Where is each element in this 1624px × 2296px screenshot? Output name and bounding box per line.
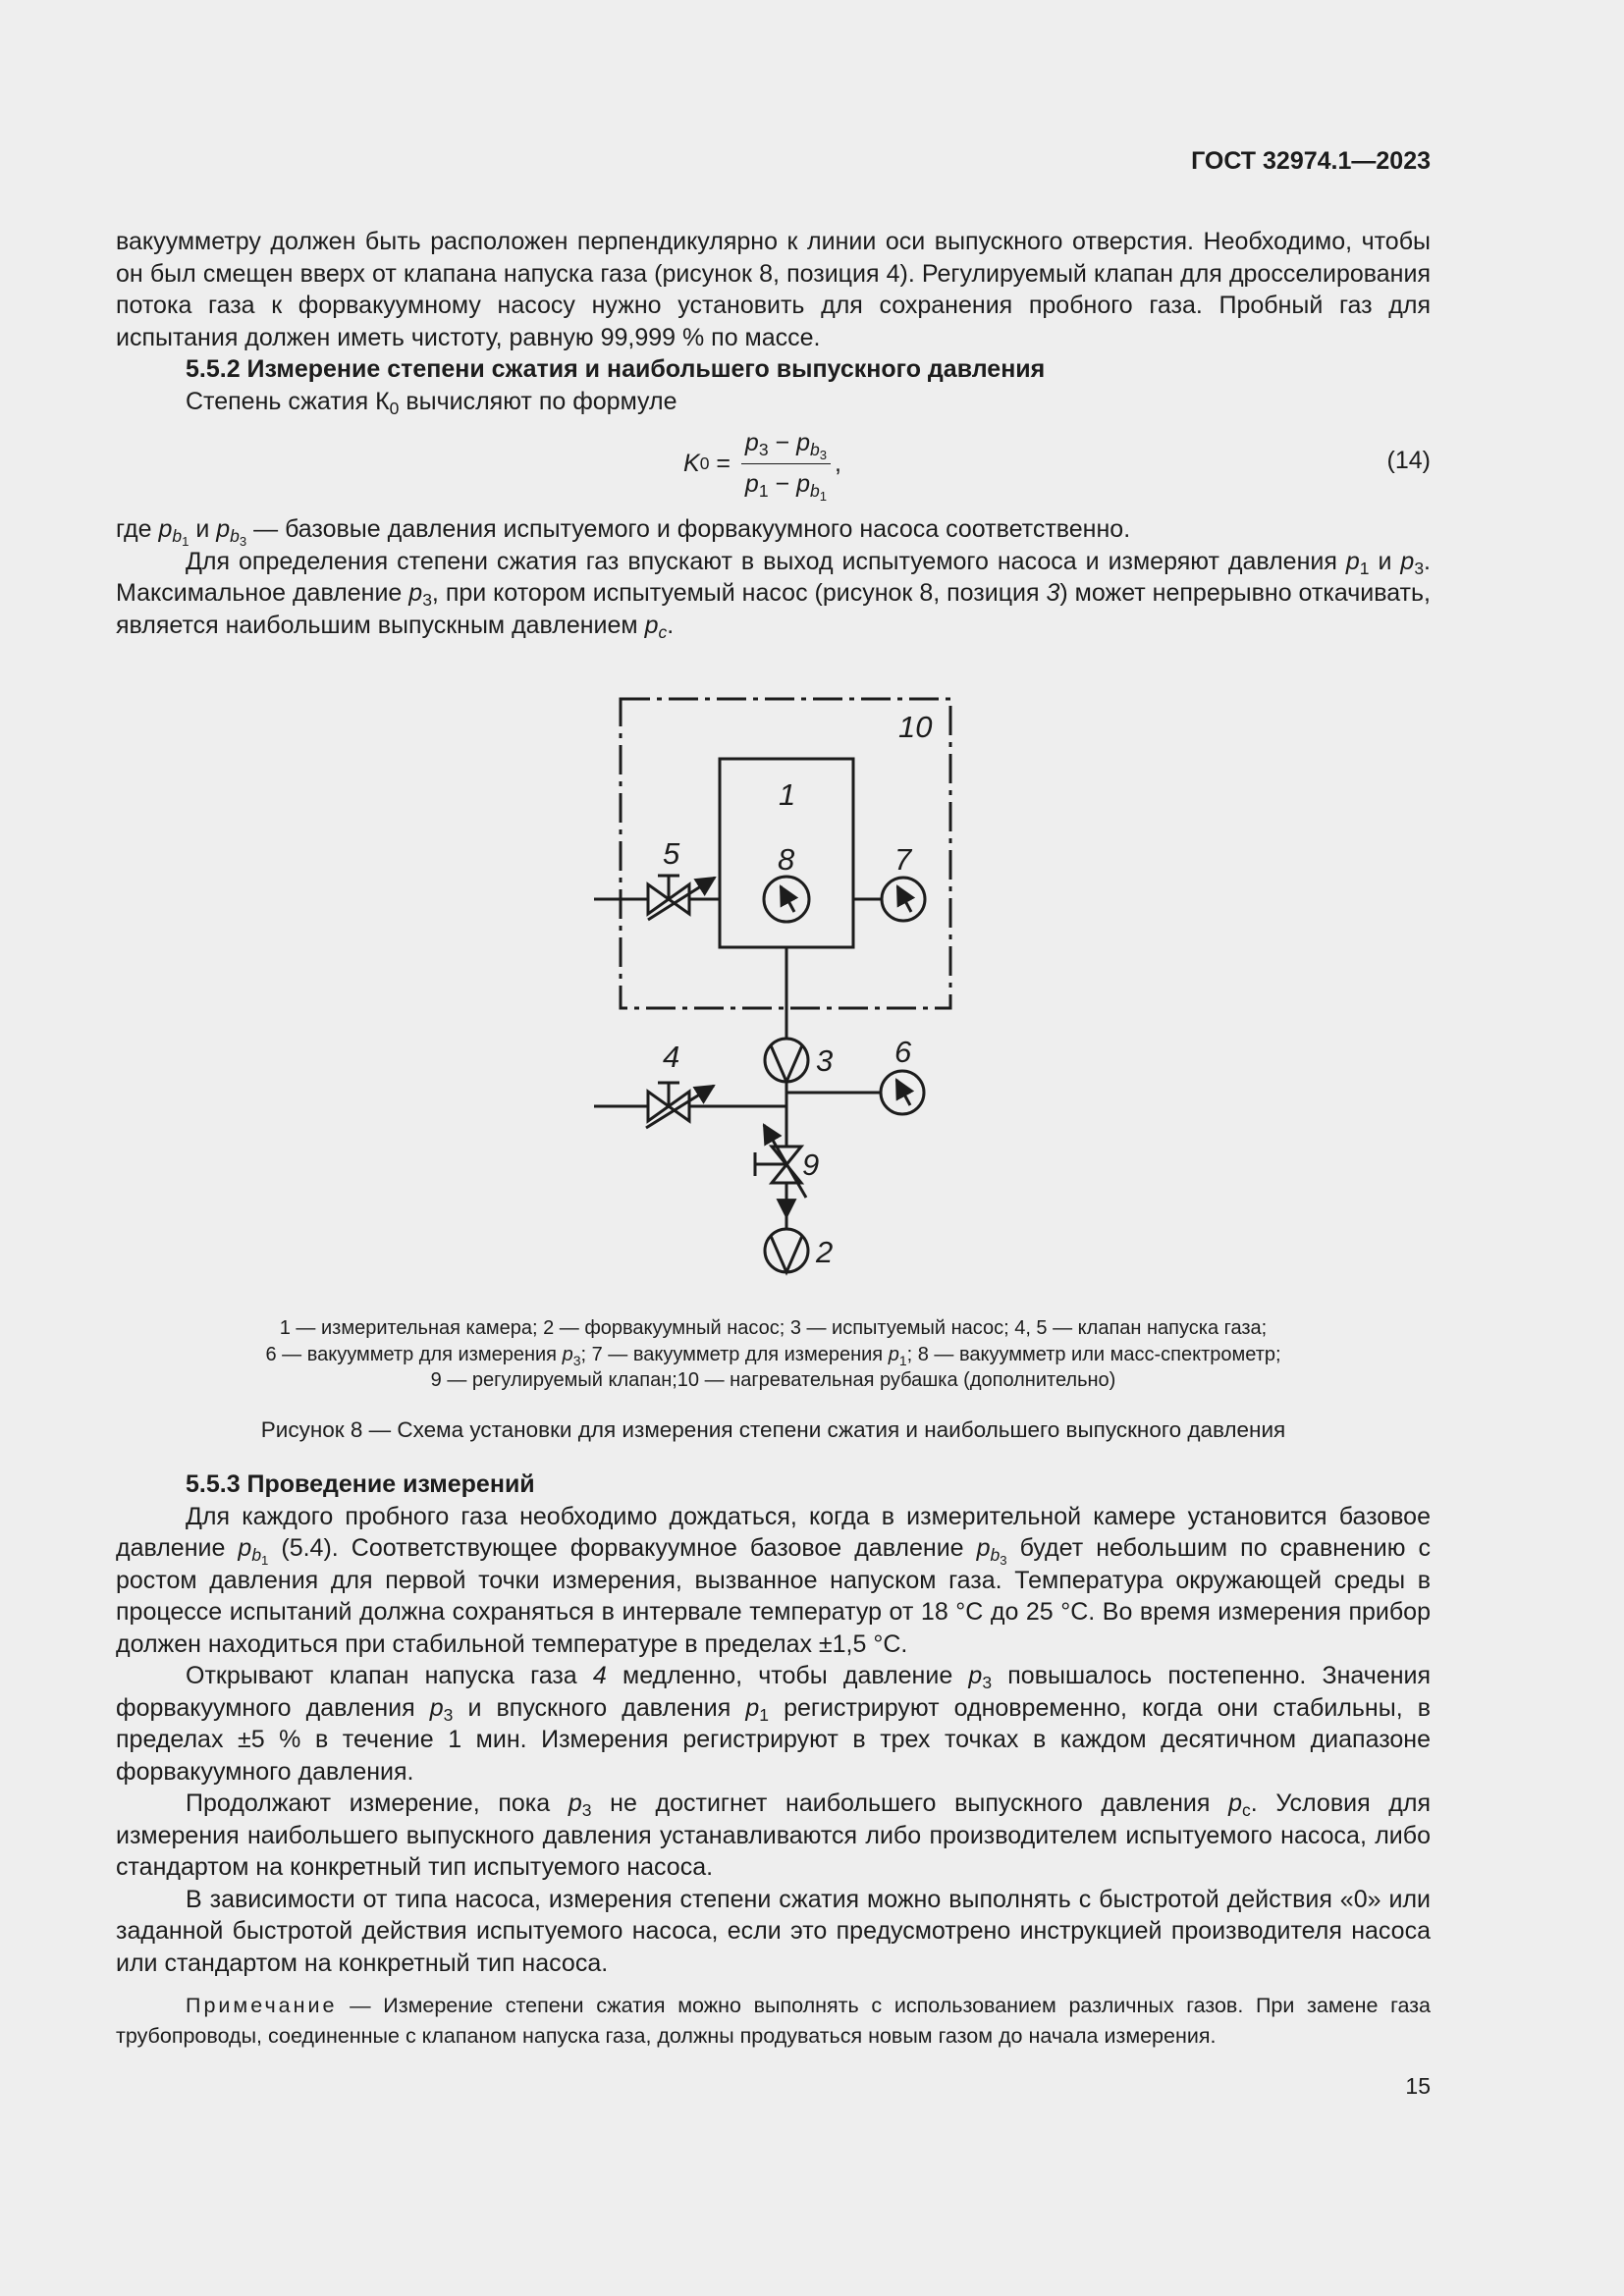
- figure-legend: [116, 1315, 1431, 1394]
- label-3: 3: [816, 1043, 834, 1078]
- label-2: 2: [816, 1235, 834, 1269]
- paragraph-553-3: Продолжают измерение, пока $p_3$ не достигнет наибольшего выпускного давления $p_c$. Условия для измерения наибольшего выпускного давления устанавливаются либо производителем испытуемого насоса, либо стандартом на конкретный тип испытуемого насоса.: [116, 1789, 1431, 1881]
- pump-3: [765, 1039, 808, 1082]
- main-text-top: [116, 226, 1431, 641]
- label-1: 1: [779, 777, 796, 812]
- paragraph-553-4: В зависимости от типа насоса, измерения степени сжатия можно выполнять с быстротой действия «0» или заданной быстротой действия испытуемого насоса, если это предусмотрено инструкцией производителя насоса или стандартом на конкретный тип насоса.: [116, 1885, 1431, 1977]
- formula-14: [116, 417, 1431, 513]
- paragraph-553-2: Открывают клапан напуска газа 4 медленно, чтобы давление $p_3$ повышалось постепенно. Значения форвакуумного давления $p_3$ и впускного давления $p_1$ регистрируют одновременно, когда они стабильны, в пределах ±5 % в течение 1 мин. Измерения регистрируют в трех точках в каждом десятичном диапазоне форвакуумного давления.: [116, 1662, 1432, 1786]
- label-6: 6: [894, 1035, 912, 1069]
- note: Примечание — Измерение степени сжатия можно выполнять с использованием различных газов. При замене газа трубопроводы, соединенные с клапаном напуска газа, должны продуваться новым газом до начала измерения.: [116, 1994, 1431, 2048]
- main-text-bottom: [116, 1468, 1431, 2052]
- gauge-7: [882, 878, 925, 921]
- gauge-8: [764, 877, 809, 922]
- document-header: ГОСТ 32974.1—2023: [1191, 147, 1431, 175]
- compression-ratio-formula: K 0 = $\frac{p_3 - p_{b_3}}{p_1 - p_{b_1}}$ ,: [683, 429, 841, 504]
- section-553-heading: 5.5.3 Проведение измерений: [186, 1470, 535, 1498]
- valve-9: [755, 1125, 806, 1198]
- figure-8-schematic: [584, 687, 977, 1296]
- label-5: 5: [663, 836, 680, 871]
- figure-caption: Рисунок 8 — Схема установки для измерения степени сжатия и наибольшего выпускного давления: [260, 1417, 1286, 1442]
- legend-line-3: 9 — регулируемый клапан;10 — нагревательная рубашка (дополнительно): [430, 1369, 1116, 1391]
- label-7: 7: [894, 842, 912, 877]
- legend-line-1: 1 — измерительная камера; 2 — форвакуумный насос; 3 — испытуемый насос; 4, 5 — клапан напуска газа;: [279, 1317, 1268, 1339]
- pump-2: [765, 1229, 808, 1272]
- label-4: 4: [663, 1040, 680, 1074]
- label-10: 10: [898, 710, 933, 744]
- paragraph-553-1: Для каждого пробного газа необходимо дождаться, когда в измерительной камере установится базовое давление $p_{b_1}$ (5.4). Соответствующее форвакуумное базовое давление $p_{b_3}$ будет небольшим по сравнению с ростом давления для первой точки измерения, вызванное напуском газа. Температура окружающей среды в процессе испытаний должна сохраняться в интервале температур от 18 °С до 25 °С. Во время измерения прибор должен находиться при стабильной температуре в пределах ±1,5 °С.: [116, 1502, 1431, 1658]
- label-8: 8: [778, 842, 795, 877]
- paragraph-continuation: вакуумметру должен быть расположен перпендикулярно к линии оси выпускного отверстия. Необходимо, чтобы он был смещен вверх от клапана напуска газа (рисунок 8, позиция 4). Регулируемый клапан для дросселирования потока газа к форвакуумному насосу нужно установить для сохранения пробного газа. Пробный газ для испытания должен иметь чистоту, равную 99,999 % по массе.: [116, 228, 1431, 351]
- page-number: 15: [1405, 2073, 1431, 2099]
- gauge-6: [881, 1071, 924, 1114]
- label-9: 9: [802, 1148, 820, 1182]
- legend-line-2: 6 — вакуумметр для измерения $p_3$; 7 — вакуумметр для измерения $p_1$; 8 — вакуумметр или масс-спектрометр;: [265, 1343, 1281, 1368]
- where-clause: где $p_{b_1}$ и $p_{b_3}$ — базовые давления испытуемого и форвакуумного насоса соответственно.: [116, 515, 1131, 549]
- equation-number: (14): [1386, 447, 1431, 474]
- paragraph-determination: Для определения степени сжатия газ впускают в выход испытуемого насоса и измеряют давления $p_1$ и $p_3$. Максимальное давление $p_3$, при котором испытуемый насос (рисунок 8, позиция 3) может непрерывно откачивать, является наибольшим выпускным давлением $p_c$.: [116, 547, 1431, 642]
- section-552-heading: 5.5.2 Измерение степени сжатия и наибольшего выпускного давления: [186, 355, 1046, 383]
- formula-intro: Степень сжатия $К_0$ вычисляют по формуле: [186, 387, 677, 418]
- formula-fraction: $\frac{p_3 - p_{b_3}}{p_1 - p_{b_1}}$: [741, 427, 831, 500]
